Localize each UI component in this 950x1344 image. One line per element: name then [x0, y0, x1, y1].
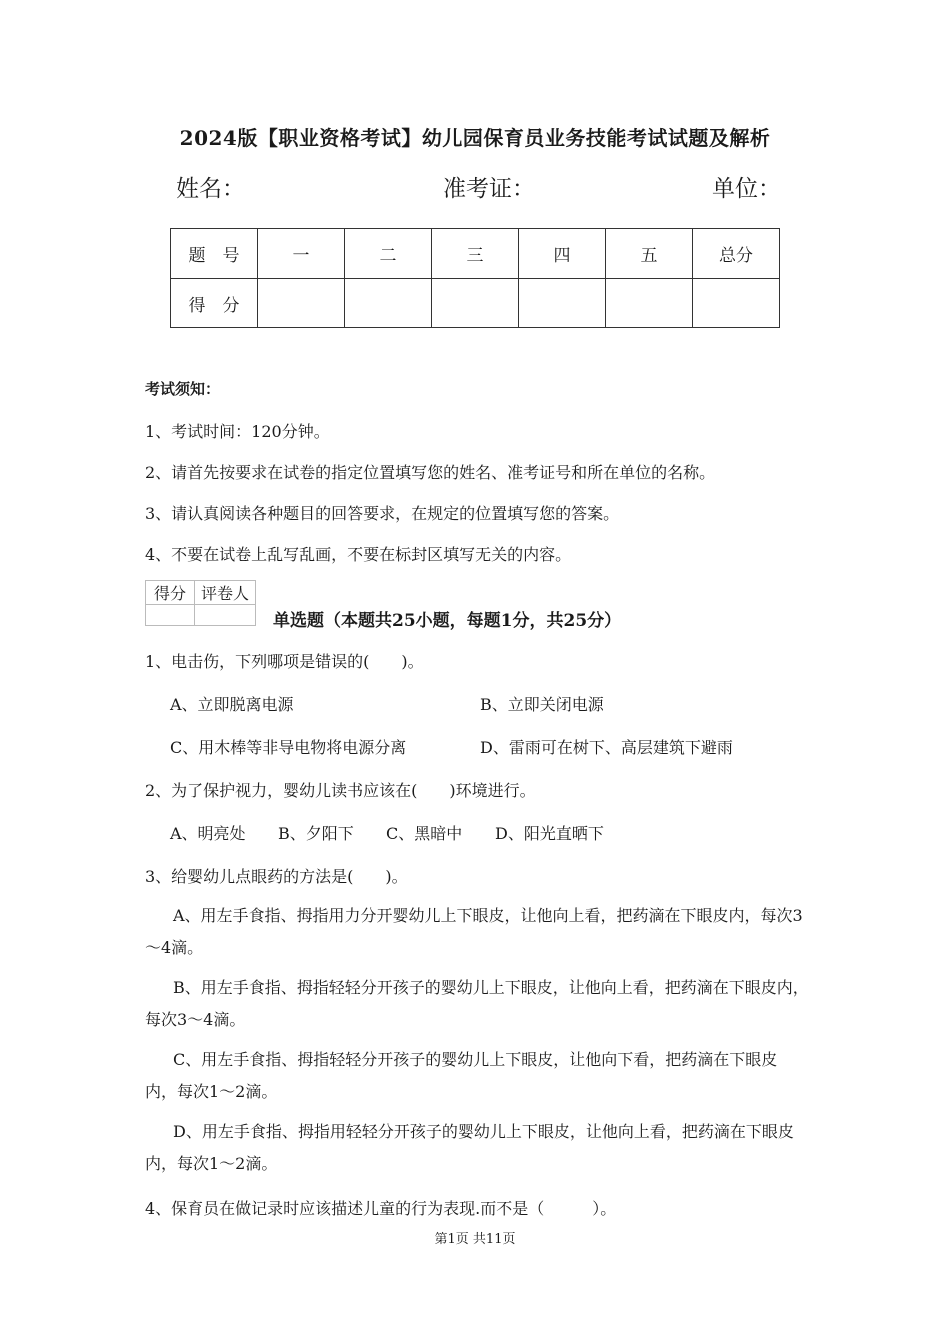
grader-score-cell [146, 605, 195, 626]
score-cell [606, 279, 693, 328]
question-3-stem: 3、给婴幼儿点眼药的方法是( )。 [145, 867, 408, 886]
grader-reviewer-cell [195, 605, 256, 626]
page-title: 2024版【职业资格考试】幼儿园保育员业务技能考试试题及解析 [179, 126, 771, 150]
score-header-cell: 二 [345, 229, 432, 279]
grader-box [145, 580, 256, 626]
score-header-cell: 三 [432, 229, 519, 279]
question-1-option-d: D、雷雨可在树下、高层建筑下避雨 [480, 738, 733, 757]
section-title: 单选题（本题共25小题，每题1分，共25分） [273, 611, 622, 631]
question-2-option-d: D、阳光直晒下 [495, 824, 604, 843]
question-4-stem: 4、保育员在做记录时应该描述儿童的行为表现.而不是（ ）。 [145, 1199, 617, 1218]
score-cell [693, 279, 780, 328]
notice-item: 4、不要在试卷上乱写乱画，不要在标封区填写无关的内容。 [145, 545, 572, 564]
score-table-header-row [171, 229, 780, 279]
notice-item: 3、请认真阅读各种题目的回答要求，在规定的位置填写您的答案。 [145, 504, 620, 523]
question-2-stem: 2、为了保护视力，婴幼儿读书应该在( )环境进行。 [145, 781, 536, 800]
question-2-option-a: A、明亮处 [170, 824, 246, 843]
score-header-cell: 四 [519, 229, 606, 279]
ticket-field-label: 准考证： [443, 176, 535, 202]
score-cell [258, 279, 345, 328]
unit-field-label: 单位： [712, 176, 781, 202]
question-2-option-b: B、夕阳下 [278, 824, 354, 843]
notice-heading: 考试须知： [145, 380, 221, 398]
question-1-option-a: A、立即脱离电源 [170, 695, 294, 714]
notice-item: 1、考试时间：120分钟。 [145, 422, 330, 441]
name-field-label: 姓名： [176, 176, 245, 202]
score-row-label: 得 分 [171, 279, 258, 328]
question-1-option-c: C、用木棒等非导电物将电源分离 [170, 738, 407, 757]
score-header-cell: 一 [258, 229, 345, 279]
score-cell [432, 279, 519, 328]
page-footer: 第1页 共11页 [434, 1232, 516, 1247]
notice-item: 2、请首先按要求在试卷的指定位置填写您的姓名、准考证号和所在单位的名称。 [145, 463, 716, 482]
question-2-option-c: C、黑暗中 [386, 824, 463, 843]
grader-score-label: 得分 [146, 581, 195, 605]
question-3-option-c: C、用左手食指、拇指轻轻分开孩子的婴幼儿上下眼皮，让他向下看，把药滴在下眼皮内，每次1～2滴。 [145, 1050, 778, 1101]
score-cell [519, 279, 606, 328]
score-table [170, 228, 780, 328]
score-header-cell: 五 [606, 229, 693, 279]
question-3-option-d: D、用左手食指、拇指用轻轻分开孩子的婴幼儿上下眼皮，让他向上看，把药滴在下眼皮内，每次1～2滴。 [145, 1122, 794, 1173]
question-1-option-b: B、立即关闭电源 [480, 695, 604, 714]
question-1-stem: 1、电击伤，下列哪项是错误的( )。 [145, 652, 424, 671]
score-cell [345, 279, 432, 328]
grader-reviewer-label: 评卷人 [195, 581, 256, 605]
question-3-option-b: B、用左手食指、拇指轻轻分开孩子的婴幼儿上下眼皮，让他向上看，把药滴在下眼皮内，每次3～4滴。 [145, 978, 809, 1029]
score-header-total: 总分 [693, 229, 780, 279]
question-3-option-a: A、用左手食指、拇指用力分开婴幼儿上下眼皮，让他向上看，把药滴在下眼皮内，每次3～4滴。 [145, 906, 803, 957]
score-table-score-row [171, 279, 780, 328]
score-header-label: 题 号 [171, 229, 258, 279]
